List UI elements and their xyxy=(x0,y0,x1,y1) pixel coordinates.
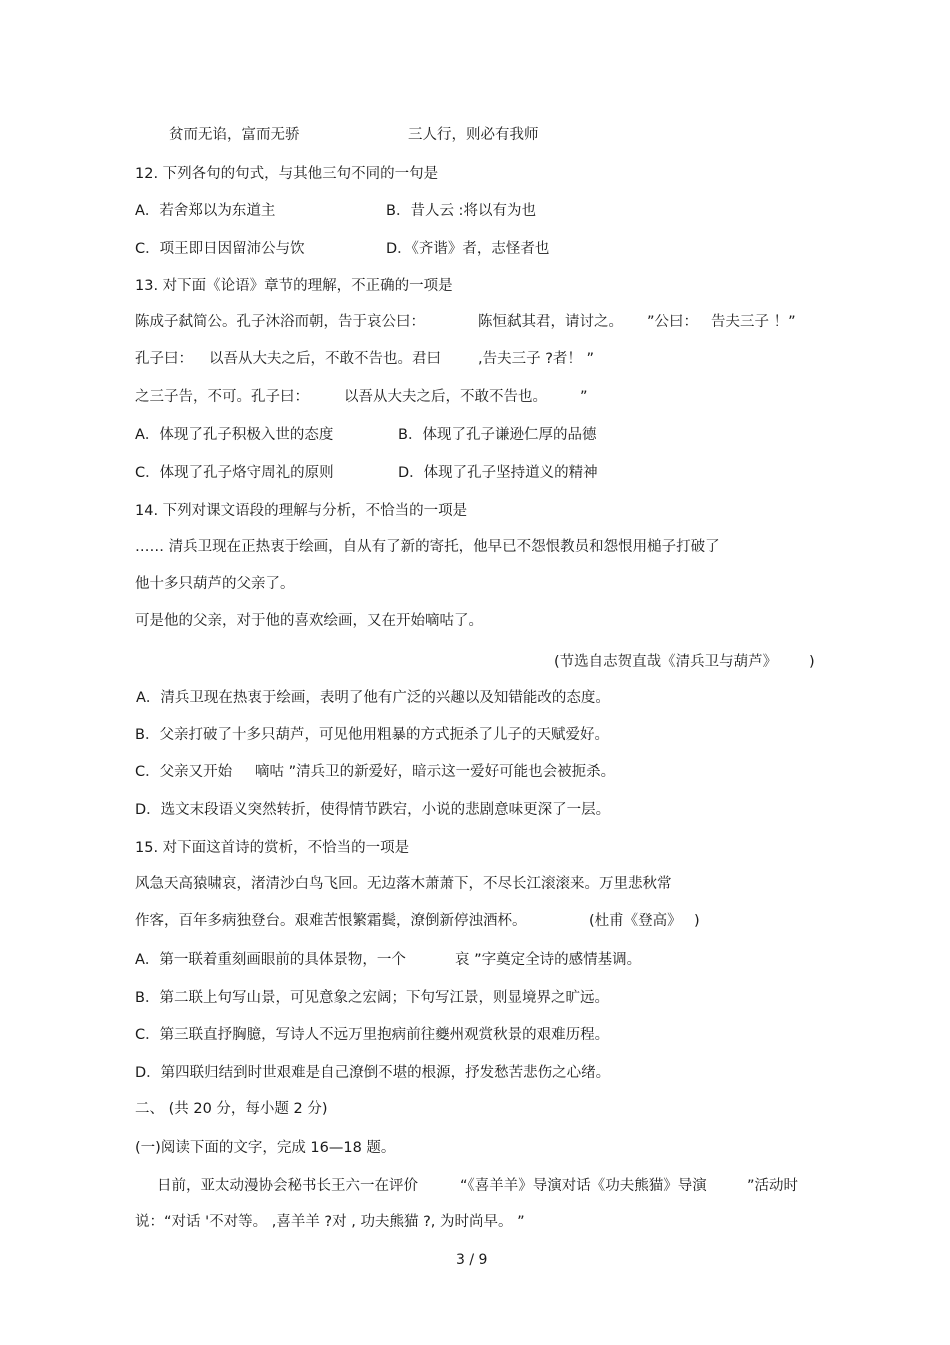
passage-13-line1c: ”公曰： xyxy=(647,314,699,330)
passage-13-line2a: 孔子曰： xyxy=(135,351,193,367)
question-14-option-c-b: 嘀咕 ”清兵卫的新爱好，暗示这一爱好可能也会被扼杀。 xyxy=(255,764,616,780)
quote-left: 贫而无谄，富而无骄 xyxy=(169,127,300,143)
question-12-option-b: B．昔人云 :将以有为也 xyxy=(386,203,536,219)
passage-14-line1: …… 清兵卫现在正热衷于绘画，自从有了新的寄托，他早已不怨恨教员和怨恨用槌子打破了 xyxy=(135,539,720,555)
question-12-stem: 12. 下列各句的句式，与其他三句不同的一句是 xyxy=(135,166,439,182)
passage-13-line1b: 陈恒弑其君，请讨之。 xyxy=(478,314,623,330)
passage-13-line1a: 陈成子弑简公。孔子沐浴而朝，告于哀公曰： xyxy=(135,314,425,330)
question-14-stem: 14. 下列对课文语段的理解与分析，不恰当的一项是 xyxy=(135,503,468,519)
question-15-option-a-b: 哀 ”字奠定全诗的感情基调。 xyxy=(455,952,642,968)
poem-source-close: ) xyxy=(694,913,700,929)
quote-right: 三人行，则必有我师 xyxy=(408,127,539,143)
page-number: 3 / 9 xyxy=(456,1252,488,1268)
question-15-stem: 15. 对下面这首诗的赏析，不恰当的一项是 xyxy=(135,840,410,856)
article-line1c: ”活动时 xyxy=(747,1178,799,1194)
question-14-option-a: A．清兵卫现在热衷于绘画，表明了他有广泛的兴趣以及知错能改的态度。 xyxy=(136,690,610,706)
passage-13-line3c: ” xyxy=(580,389,588,405)
question-13-option-c: C．体现了孔子烙守周礼的原则 xyxy=(135,465,334,481)
question-13-option-a: A．体现了孔子积极入世的态度 xyxy=(135,427,334,443)
passage-13-line3b: 以吾从大夫之后，不敢不告也。 xyxy=(344,389,547,405)
passage-14-source-close: ) xyxy=(809,654,815,670)
passage-14-line2: 他十多只葫芦的父亲了。 xyxy=(135,576,295,592)
question-13-option-d: D．体现了孔子坚持道义的精神 xyxy=(398,465,598,481)
passage-13-line1d: 告夫三子 ！” xyxy=(711,314,796,330)
poem-line1: 风急天高猿啸哀，渚清沙白鸟飞回。无边落木萧萧下，不尽长江滚滚来。万里悲秋常 xyxy=(135,876,672,892)
question-13-stem: 13. 对下面《论语》章节的理解，不正确的一项是 xyxy=(135,278,453,294)
question-14-option-d: D．选文末段语义突然转折，使得情节跌宕，小说的悲剧意味更深了一层。 xyxy=(135,802,611,818)
question-15-option-a-a: A．第一联着重刻画眼前的具体景物，一个 xyxy=(135,952,406,968)
article-line1b: “《喜羊羊》导演对话《功夫熊猫》导演 xyxy=(460,1178,707,1194)
passage-13-line3a: 之三子告，不可。孔子曰： xyxy=(135,389,309,405)
passage-14-line3: 可是他的父亲，对于他的喜欢绘画，又在开始嘀咕了。 xyxy=(135,613,483,629)
question-12-option-a: A．若舍郑以为东道主 xyxy=(135,203,276,219)
question-12-option-d: D．《齐谐》者，志怪者也 xyxy=(386,241,550,257)
question-12-option-c: C．项王即日因留沛公与饮 xyxy=(135,241,305,257)
question-15-option-d: D．第四联归结到时世艰难是自己潦倒不堪的根源，抒发愁苦悲伤之心绪。 xyxy=(135,1065,611,1081)
section-2-subheading: (一)阅读下面的文字，完成 16—18 题。 xyxy=(135,1140,396,1156)
passage-14-source: (节选自志贺直哉《清兵卫与葫芦》 xyxy=(554,654,778,670)
question-14-option-c-a: C．父亲又开始 xyxy=(135,764,233,780)
question-14-option-b: B．父亲打破了十多只葫芦，可见他用粗暴的方式扼杀了儿子的天赋爱好。 xyxy=(135,727,609,743)
question-15-option-b: B．第二联上句写山景，可见意象之宏阔；下句写江景，则显境界之旷远。 xyxy=(135,990,609,1006)
section-2-heading: 二、 (共 20 分，每小题 2 分) xyxy=(135,1101,328,1117)
article-line2: 说：“对话 '不对等。 ,喜羊羊 ?对 , 功夫熊猫 ?, 为时尚早。 ” xyxy=(135,1214,525,1230)
passage-13-line2b: 以吾从大夫之后，不敢不告也。君曰 xyxy=(209,351,441,367)
article-line1a: 日前，亚太动漫协会秘书长王六一在评价 xyxy=(157,1178,418,1194)
question-13-option-b: B．体现了孔子谦逊仁厚的品德 xyxy=(398,427,597,443)
passage-13-line2c: ,告夫三子 ?者！ ” xyxy=(478,351,595,367)
poem-source: (杜甫《登高》 xyxy=(589,913,682,929)
question-15-option-c: C．第三联直抒胸臆，写诗人不远万里抱病前往夔州观赏秋景的艰难历程。 xyxy=(135,1027,610,1043)
poem-line2: 作客，百年多病独登台。艰难苦恨繁霜鬓，潦倒新停浊酒杯。 xyxy=(135,913,527,929)
